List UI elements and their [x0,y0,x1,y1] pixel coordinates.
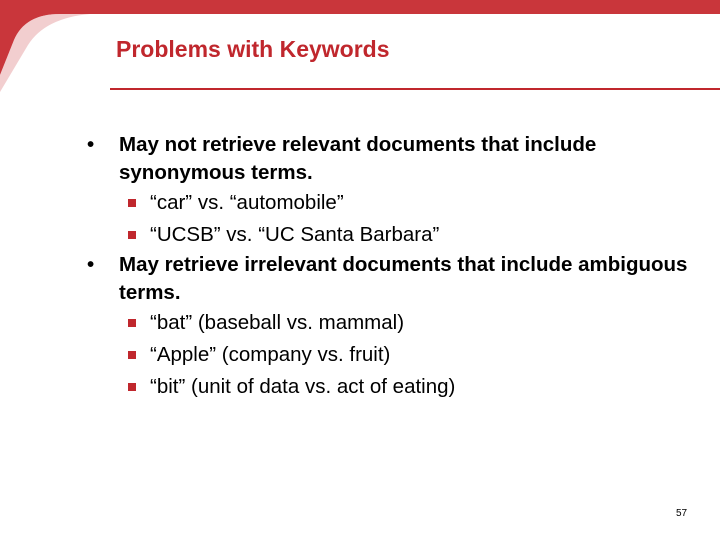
title-underline [110,88,720,90]
page-number: 57 [676,508,688,519]
bullet-dot-icon: • [87,133,95,156]
sub-bullet-text: “bat” (baseball vs. mammal) [150,311,405,334]
square-bullet-icon [128,383,136,391]
bullet-item [0,251,699,307]
sub-bullet-item [0,219,720,251]
square-bullet-icon [128,199,136,207]
square-bullet-icon [128,231,136,239]
sub-bullet-text: “car” vs. “automobile” [150,191,344,214]
sub-bullet-item [0,371,720,403]
sub-bullet-text: “UCSB” vs. “UC Santa Barbara” [150,223,440,246]
sub-bullet-item [0,307,720,339]
bullet-item [0,131,699,187]
sub-bullet-text: “bit” (unit of data vs. act of eating) [150,375,456,398]
slide-title: Problems with Keywords [116,36,390,62]
sub-bullet-item [0,339,720,371]
square-bullet-icon [128,351,136,359]
bullet-dot-icon: • [87,253,95,276]
slide-content [0,131,720,403]
sub-bullet-item [0,187,720,219]
sub-bullet-text: “Apple” (company vs. fruit) [150,343,391,366]
square-bullet-icon [128,319,136,327]
bullet-text: May retrieve irrelevant documents that include ambiguous terms. [119,253,688,304]
bullet-text: May not retrieve relevant documents that include synonymous terms. [119,133,597,184]
